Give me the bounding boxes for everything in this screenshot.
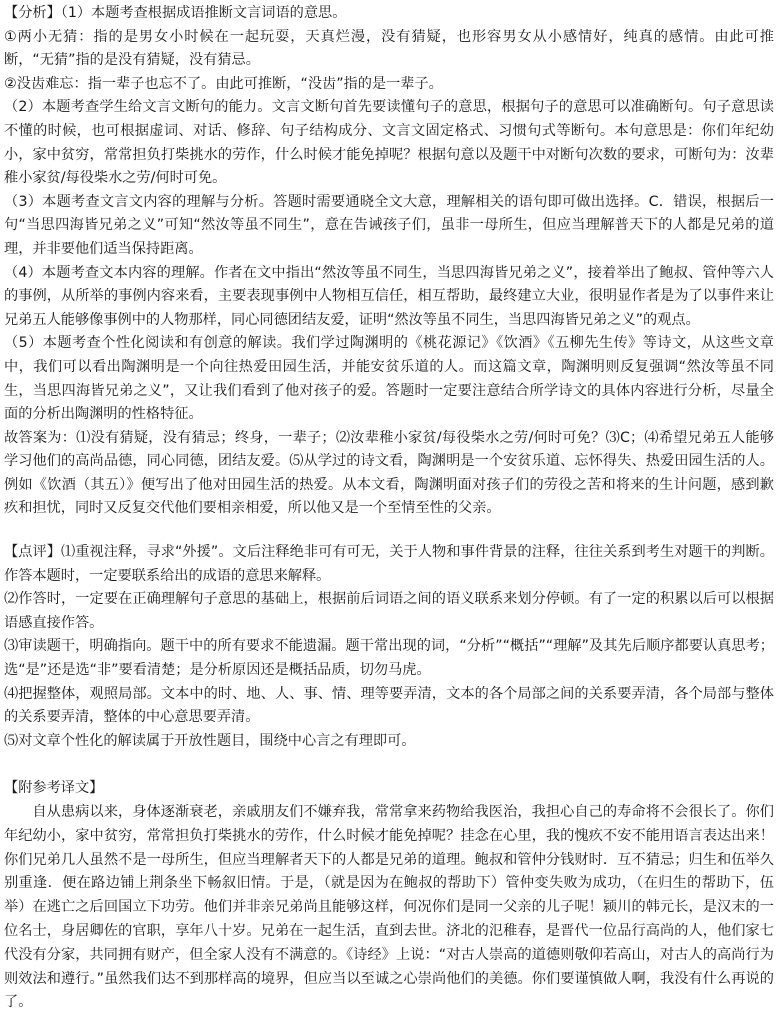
comment-section bbox=[4, 541, 774, 753]
translation-paragraph: 自从患病以来，身体逐渐衰老，亲戚朋友们不嫌弃我，常常拿来药物给我医治，我担心自己的寿命将不会很长了。你们年纪幼小，家中贫穷，常常担负打柴挑水的劳作，什么时候才能免掉呢？挂念在心里，我的愧疚不安不能用语言表达出来！你们兄弟几人虽然不是一母所生，但应当理解者天下的人都是兄弟的道理。鲍叔和管仲分钱财时．互不猜忌；归生和伍举久别重逢．便在路边铺上荆条坐下畅叙旧情。于是，（就是因为在鲍叔的帮助下）管仲变失败为成功，（在归生的帮助下，伍举）在逃亡之后回国立下功劳。他们并非亲兄弟尚且能够这样，何况你们是同一父亲的儿子呢！颍川的韩元长，是汉末的一位名士，身居卿佐的官职，享年八十岁。兄弟在一起生活，直到去世。济北的氾稚春，是晋代一位品行高尚的人，他们家七代没有分家，共同拥有财产，但全家人没有不满意的。《诗经》上说：“对古人崇高的道德则敬仰若高山，对古人的高尚行为则效法和遵行。”虽然我们达不到那样高的境界，但应当以至诚之心崇尚他们的美德。你们要谨慎做人啊，我没有什么再说的了。 bbox=[4, 804, 774, 1011]
comment-paragraph: ⑷把握整体，观照局部。文本中的时、地、人、事、情、理等要弄清，文本的各个局部之间的关系要弄清，各个局部与整体的关系要弄清，整体的中心意思要弄清。 bbox=[4, 685, 774, 726]
analysis-paragraph: （3）本题考查文言文内容的理解与分析。答题时需要通晓全文大意，理解相关的语句即可做出选择。C．错误，根据后一句“当思四海皆兄弟之义”可知“然汝等虽不同生”，意在告诫孩子们，虽非一母所生，但应当理解普天下的人都是兄弟的道理，并非要他们适当保持距离。 bbox=[4, 193, 774, 257]
analysis-paragraph: （4）本题考查文本内容的理解。作者在文中指出“然汝等虽不同生，当思四海皆兄弟之义”，接着举出了鲍叔、管仲等六人的事例，从所举的事例内容来看，主要表现事例中人物相互信任，相互帮助，最终建立大业，很明显作者是为了以事件来让兄弟五人能够像事例中的人物那样，同心同德团结友爱，证明“然汝等虽不同生，当思四海皆兄弟之义”的观点。 bbox=[4, 264, 774, 328]
analysis-paragraph: ①两小无猜：指的是男女小时候在一起玩耍，天真烂漫，没有猜疑，也形容男女从小感情好，纯真的感情。由此可推断，“无猜”指的是没有猜疑，没有猜忌。 bbox=[4, 28, 774, 69]
analysis-section bbox=[4, 0, 774, 521]
analysis-paragraph: （5）本题考查个性化阅读和有创意的解读。我们学过陶渊明的《桃花源记》《饮酒》《五柳先生传》等诗文，从这些文章中，我们可以看出陶渊明是一个向往热爱田园生活，并能安贫乐道的人。而这篇文章，陶渊明则反复强调“然汝等虽不同生，当思四海皆兄弟之义”，又让我们看到了他对孩子的爱。答题时一定要注意结合所学诗文的具体内容进行分析，尽量全面的分析出陶渊明的性格特征。 bbox=[4, 335, 774, 423]
section-spacer bbox=[4, 521, 774, 541]
comment-paragraph: 【点评】⑴重视注释，寻求“外援”。文后注释绝非可有可无，关于人物和事件背景的注释，往往关系到考生对题干的判断。作答本题时，一定要联系给出的成语的意思来解释。 bbox=[4, 544, 774, 584]
translation-section bbox=[4, 777, 774, 1015]
analysis-paragraph: （2）本题考查学生给文言文断句的能力。文言文断句首先要读懂句子的意思，根据句子的意思可以准确断句。句子意思读不懂的时候，也可根据虚词、对话、修辞、句子结构成分、文言文固定格式、习惯句式等断句。本句意思是：你们年纪幼小，家中贫穷，常常担负打柴挑水的劳作，什么时候才能免掉呢？根据句意以及题干中对断句次数的要求，可断句为：汝辈稚小家贫/每役柴水之劳/何时可免。 bbox=[4, 99, 774, 187]
section-spacer bbox=[4, 753, 774, 769]
translation-heading: 【附参考译文】 bbox=[4, 780, 104, 797]
comment-paragraph: ⑶审读题干，明确指向。题干中的所有要求不能遗漏。题干常出现的词，“分析”“概括”“理解”及其先后顺序都要认真思考；选“是”还是选“非”要看清楚；是分析原因还是概括品质，切勿马虎。 bbox=[4, 638, 774, 679]
analysis-paragraph: ②没齿难忘：指一辈子也忘不了。由此可推断，“没齿”指的是一辈子。 bbox=[4, 75, 443, 92]
answer-paragraph: 故答案为：⑴没有猜疑，没有猜忌；终身，一辈子；⑵汝辈稚小家贫/每役柴水之劳/何时可免？⑶C；⑷希望兄弟五人能够学习他们的高尚品德，同心同德，团结友爱。⑸从学过的诗文看，陶渊明是一个安贫乐道、忘怀得失、热爱田园生活的人。例如《饮酒（其五）》便写出了他对田园生活的热爱。从本文看，陶渊明面对孩子们的劳役之苦和将来的生计问题，感到歉疚和担忧，同时又反复交代他们要相亲相爱，所以他又是一个至情至性的父亲。 bbox=[4, 429, 774, 517]
analysis-heading-paragraph: 【分析】（1）本题考查根据成语推断文言词语的意思。 bbox=[4, 5, 347, 21]
comment-paragraph: ⑵作答时，一定要在正确理解句子意思的基础上，根据前后词语之间的语义联系来划分停顿。有了一定的积累以后可以根据语感直接作答。 bbox=[4, 591, 774, 631]
comment-paragraph: ⑸对文章个性化的解读属于开放性题目，围绕中心言之有理即可。 bbox=[4, 732, 416, 749]
